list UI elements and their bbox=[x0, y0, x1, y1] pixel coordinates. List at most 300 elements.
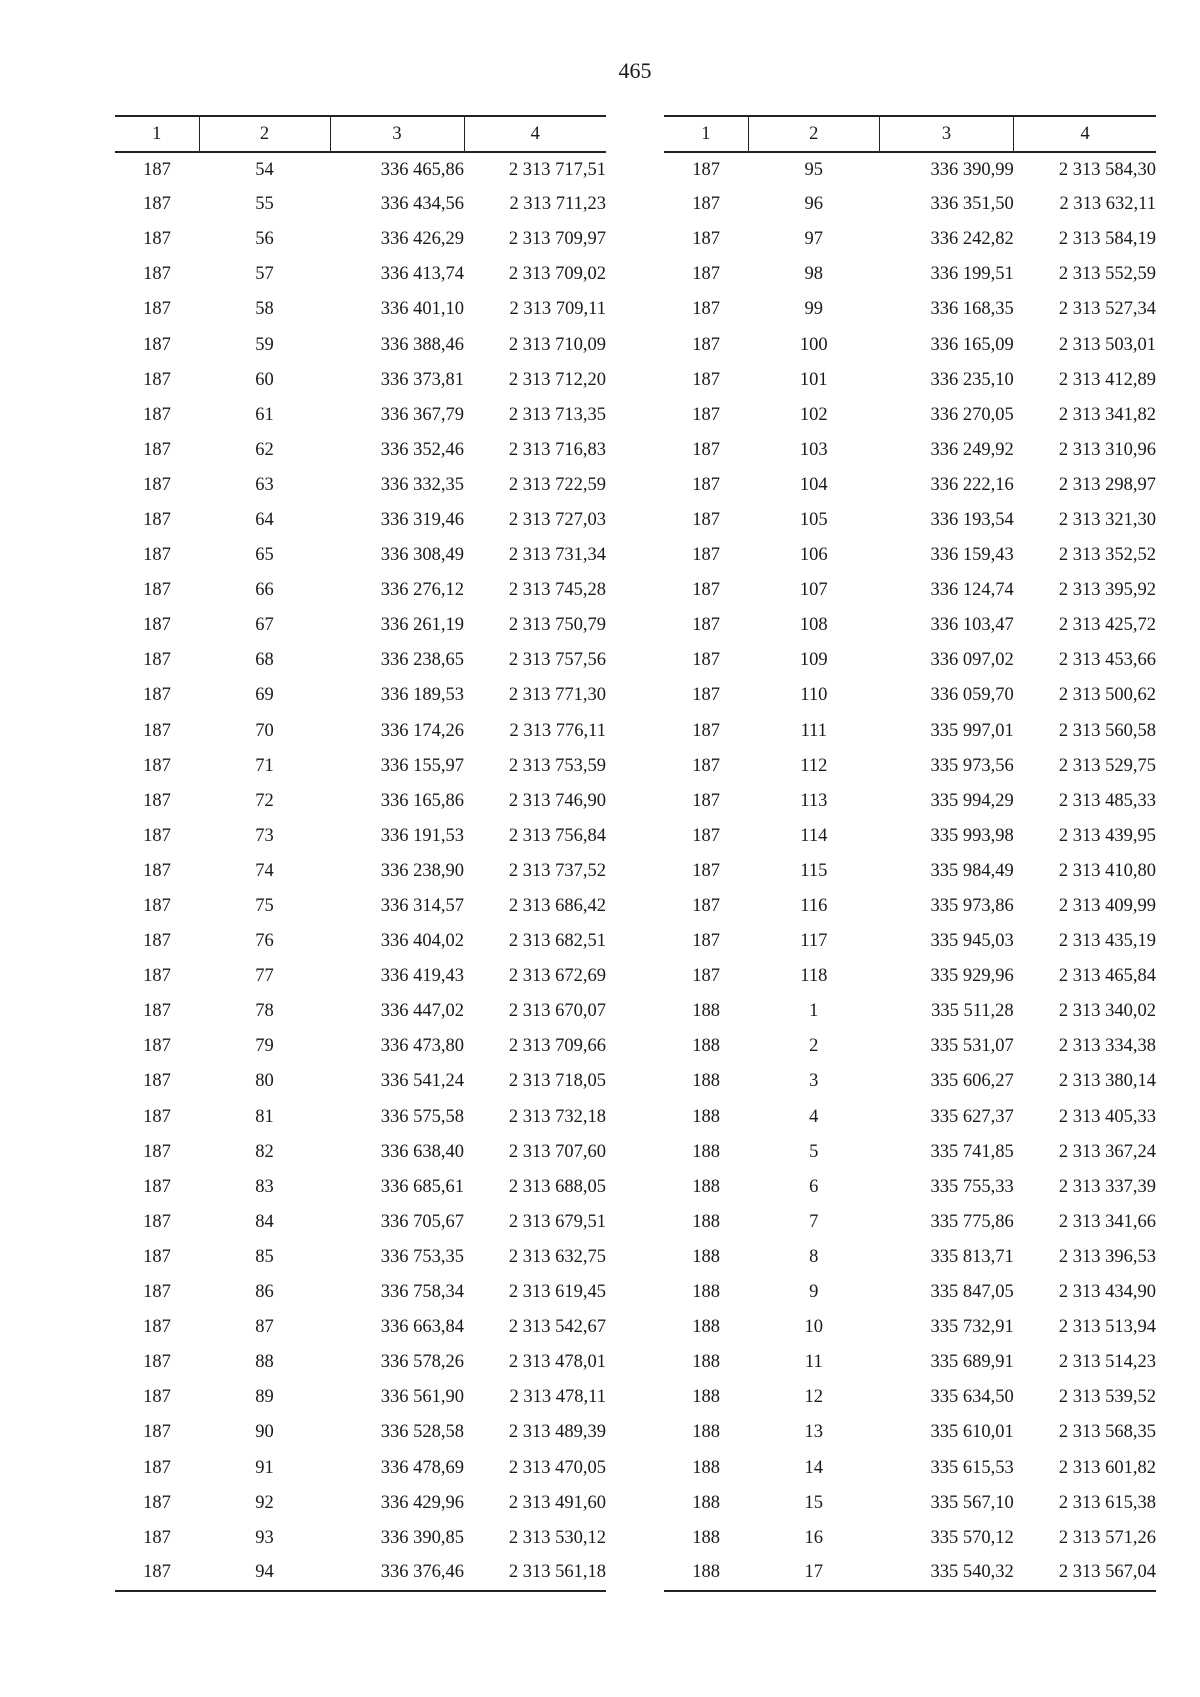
table-cell-col-3: 335 929,96 bbox=[930, 966, 1014, 987]
table-cell-col-2: 57 bbox=[255, 264, 274, 285]
table-row bbox=[115, 1029, 606, 1064]
column-header-3: 3 bbox=[330, 116, 464, 152]
table-row bbox=[115, 187, 606, 222]
table-cell-col-2: 11 bbox=[804, 1352, 823, 1373]
table-cell-col-1: 187 bbox=[692, 229, 720, 250]
table-cell-col-2: 99 bbox=[804, 299, 824, 320]
table-cell-col-3: 336 447,02 bbox=[380, 1001, 464, 1022]
table-cell-col-1: 187 bbox=[692, 755, 720, 776]
table-cell-col-2: 16 bbox=[804, 1527, 824, 1548]
table-cell-col-2: 94 bbox=[199, 1556, 330, 1591]
table-cell-col-3: 335 610,01 bbox=[930, 1422, 1014, 1443]
table-cell-col-2: 98 bbox=[804, 264, 824, 285]
table-cell-col-4: 2 313 527,34 bbox=[1058, 299, 1156, 320]
table-cell-col-1: 187 bbox=[143, 1141, 171, 1162]
table-cell-col-1: 187 bbox=[143, 1352, 171, 1373]
table-cell-col-1: 188 bbox=[692, 1492, 720, 1513]
table-cell-col-4: 2 313 584,19 bbox=[1058, 229, 1156, 250]
table-cell-col-4: 2 313 746,90 bbox=[508, 790, 606, 811]
table-cell-col-1: 187 bbox=[692, 580, 720, 601]
table-row bbox=[115, 749, 606, 784]
table-cell-col-2: 100 bbox=[799, 334, 828, 355]
table-cell-col-1: 187 bbox=[692, 615, 720, 636]
table-cell-col-1: 187 bbox=[143, 1106, 171, 1127]
table-row bbox=[115, 222, 606, 257]
table-cell-col-1: 188 bbox=[692, 1001, 720, 1022]
table-cell-col-2: 73 bbox=[255, 825, 274, 846]
table-cell-col-4: 2 313 337,39 bbox=[1058, 1176, 1156, 1197]
table-cell-col-3: 336 758,34 bbox=[380, 1282, 464, 1303]
table-cell-col-4: 2 313 750,79 bbox=[508, 615, 606, 636]
table-cell-col-3: 335 531,07 bbox=[930, 1036, 1014, 1057]
table-cell-col-1: 187 bbox=[143, 404, 171, 425]
table-cell-col-4: 2 313 771,30 bbox=[508, 685, 606, 706]
table-cell-col-1: 187 bbox=[692, 194, 720, 215]
table-cell-col-3: 336 575,58 bbox=[380, 1106, 464, 1127]
table-cell-col-1: 187 bbox=[143, 159, 171, 180]
table-cell-col-4: 2 313 709,97 bbox=[508, 229, 606, 250]
table-header-row bbox=[115, 116, 606, 152]
table-cell-col-2: 102 bbox=[799, 404, 828, 425]
table-cell-col-4: 2 313 489,39 bbox=[508, 1422, 606, 1443]
table-cell-col-4: 2 313 756,84 bbox=[508, 825, 606, 846]
table-cell-col-1: 188 bbox=[692, 1422, 720, 1443]
table-cell-col-1: 187 bbox=[143, 720, 171, 741]
table-cell-col-3: 336 705,67 bbox=[380, 1211, 464, 1232]
table-cell-col-1: 188 bbox=[692, 1282, 720, 1303]
table-row bbox=[115, 714, 606, 749]
table-cell-col-1: 188 bbox=[692, 1036, 720, 1057]
table-row bbox=[115, 819, 606, 854]
table-row bbox=[664, 889, 1156, 924]
table-cell-col-4: 2 313 727,03 bbox=[508, 509, 606, 530]
table-cell-col-3: 336 249,92 bbox=[930, 439, 1014, 460]
table-cell-col-4: 2 313 530,12 bbox=[508, 1527, 606, 1548]
table-row bbox=[664, 608, 1156, 643]
table-cell-col-2: 10 bbox=[804, 1317, 824, 1338]
table-cell-col-1: 187 bbox=[143, 1317, 171, 1338]
table-row bbox=[115, 1240, 606, 1275]
table-row bbox=[664, 1205, 1156, 1240]
table-cell-col-1: 187 bbox=[143, 931, 171, 952]
table-cell-col-4: 2 313 737,52 bbox=[508, 860, 606, 881]
table-cell-col-4: 2 313 716,83 bbox=[508, 439, 606, 460]
table-cell-col-1: 188 bbox=[692, 1352, 720, 1373]
table-cell-col-2: 63 bbox=[255, 474, 274, 495]
table-cell-col-3: 336 174,26 bbox=[380, 720, 464, 741]
table-cell-col-3: 336 351,50 bbox=[930, 194, 1014, 215]
table-cell-col-1: 188 bbox=[664, 1556, 748, 1591]
table-cell-col-1: 187 bbox=[143, 1176, 171, 1197]
table-cell-col-4: 2 313 584,30 bbox=[1058, 159, 1156, 180]
table-cell-col-1: 187 bbox=[143, 790, 171, 811]
table-cell-col-4: 2 313 340,02 bbox=[1058, 1001, 1156, 1022]
table-cell-col-2: 56 bbox=[255, 229, 274, 250]
table-row bbox=[115, 1521, 606, 1556]
table-cell-col-4: 2 313 478,01 bbox=[508, 1352, 606, 1373]
table-cell-col-3: 336 155,97 bbox=[380, 755, 464, 776]
table-cell-col-4: 2 313 707,60 bbox=[508, 1141, 606, 1162]
table-cell-col-2: 107 bbox=[799, 580, 828, 601]
table-cell-col-1: 187 bbox=[143, 615, 171, 636]
table-cell-col-2: 8 bbox=[809, 1246, 819, 1267]
table-cell-col-1: 187 bbox=[692, 685, 720, 706]
table-cell-col-1: 187 bbox=[692, 474, 720, 495]
table-cell-col-1: 188 bbox=[692, 1071, 720, 1092]
table-cell-col-4: 2 313 722,59 bbox=[508, 474, 606, 495]
column-header-2: 2 bbox=[748, 116, 879, 152]
table-cell-col-2: 77 bbox=[255, 966, 274, 987]
table-row bbox=[664, 1135, 1156, 1170]
table-cell-col-3: 336 419,43 bbox=[380, 966, 464, 987]
table-row bbox=[664, 749, 1156, 784]
table-cell-col-3: 336 401,10 bbox=[380, 299, 464, 320]
table-row bbox=[115, 1380, 606, 1415]
table-cell-col-1: 187 bbox=[143, 1211, 171, 1232]
table-cell-col-2: 91 bbox=[255, 1457, 274, 1478]
table-cell-col-4: 2 313 709,11 bbox=[509, 299, 606, 320]
table-cell-col-2: 95 bbox=[804, 159, 824, 180]
table-cell-col-2: 67 bbox=[255, 615, 274, 636]
table-cell-col-2: 9 bbox=[809, 1282, 819, 1303]
table-cell-col-2: 92 bbox=[255, 1492, 274, 1513]
table-cell-col-3: 336 478,69 bbox=[380, 1457, 464, 1478]
table-cell-col-2: 17 bbox=[748, 1556, 879, 1591]
table-cell-col-1: 187 bbox=[143, 545, 171, 566]
table-cell-col-3: 335 847,05 bbox=[930, 1282, 1014, 1303]
table-cell-col-2: 70 bbox=[255, 720, 274, 741]
table-row bbox=[115, 1310, 606, 1345]
column-header-4: 4 bbox=[464, 116, 606, 152]
table-cell-col-2: 6 bbox=[809, 1176, 819, 1197]
table-cell-col-3: 336 124,74 bbox=[930, 580, 1014, 601]
table-cell-col-1: 188 bbox=[692, 1211, 720, 1232]
table-cell-col-1: 187 bbox=[143, 299, 171, 320]
table-cell-col-2: 61 bbox=[255, 404, 274, 425]
table-row bbox=[664, 1380, 1156, 1415]
table-cell-col-1: 187 bbox=[143, 1036, 171, 1057]
table-cell-col-2: 66 bbox=[255, 580, 274, 601]
table-cell-col-3: 336 103,47 bbox=[930, 615, 1014, 636]
table-cell-col-3: 336 191,53 bbox=[380, 825, 464, 846]
table-row bbox=[664, 1450, 1156, 1485]
table-cell-col-4: 2 313 713,35 bbox=[508, 404, 606, 425]
table-cell-col-3: 336 222,16 bbox=[930, 474, 1014, 495]
table-cell-col-2: 2 bbox=[809, 1036, 819, 1057]
table-cell-col-2: 71 bbox=[255, 755, 274, 776]
table-cell-col-4: 2 313 567,04 bbox=[1014, 1556, 1156, 1591]
table-cell-col-4: 2 313 672,69 bbox=[508, 966, 606, 987]
table-cell-col-2: 15 bbox=[804, 1492, 824, 1513]
table-cell-col-1: 187 bbox=[115, 1556, 199, 1591]
table-cell-col-1: 187 bbox=[143, 1246, 171, 1267]
table-cell-col-4: 2 313 632,11 bbox=[1059, 194, 1156, 215]
table-cell-col-2: 59 bbox=[255, 334, 274, 355]
table-cell-col-4: 2 313 718,05 bbox=[508, 1071, 606, 1092]
table-cell-col-2: 93 bbox=[255, 1527, 274, 1548]
table-cell-col-2: 114 bbox=[800, 825, 828, 846]
table-cell-col-1: 187 bbox=[692, 720, 720, 741]
table-cell-col-3: 336 308,49 bbox=[380, 545, 464, 566]
table-cell-col-1: 187 bbox=[692, 159, 720, 180]
table-cell-col-2: 117 bbox=[800, 931, 828, 952]
table-cell-col-3: 336 332,35 bbox=[380, 474, 464, 495]
table-cell-col-3: 336 199,51 bbox=[930, 264, 1014, 285]
table-cell-col-1: 187 bbox=[143, 1001, 171, 1022]
table-cell-col-3: 336 638,40 bbox=[380, 1141, 464, 1162]
table-cell-col-4: 2 313 686,42 bbox=[508, 896, 606, 917]
table-row bbox=[115, 503, 606, 538]
table-cell-col-1: 187 bbox=[692, 369, 720, 390]
table-cell-col-2: 115 bbox=[800, 860, 828, 881]
table-row bbox=[115, 678, 606, 713]
table-cell-col-1: 187 bbox=[692, 509, 720, 530]
table-cell-col-4: 2 313 682,51 bbox=[508, 931, 606, 952]
table-cell-col-2: 13 bbox=[804, 1422, 824, 1443]
table-cell-col-3: 335 973,56 bbox=[930, 755, 1014, 776]
table-cell-col-2: 81 bbox=[255, 1106, 274, 1127]
table-row bbox=[664, 1240, 1156, 1275]
table-cell-col-4: 2 313 568,35 bbox=[1058, 1422, 1156, 1443]
table-cell-col-4: 2 313 632,75 bbox=[508, 1246, 606, 1267]
table-cell-col-4: 2 313 298,97 bbox=[1058, 474, 1156, 495]
table-cell-col-1: 187 bbox=[143, 825, 171, 846]
table-cell-col-4: 2 313 412,89 bbox=[1058, 369, 1156, 390]
table-cell-col-4: 2 313 776,11 bbox=[509, 720, 606, 741]
table-cell-col-3: 336 528,58 bbox=[380, 1422, 464, 1443]
column-header-1: 1 bbox=[115, 116, 199, 152]
table-cell-col-4: 2 313 560,58 bbox=[1058, 720, 1156, 741]
table-cell-col-2: 106 bbox=[799, 545, 828, 566]
table-cell-col-1: 187 bbox=[692, 860, 720, 881]
table-row bbox=[664, 1170, 1156, 1205]
table-cell-col-1: 187 bbox=[143, 650, 171, 671]
table-cell-col-3: 335 984,49 bbox=[930, 860, 1014, 881]
table-row bbox=[664, 1310, 1156, 1345]
table-cell-col-4: 2 313 410,80 bbox=[1058, 860, 1156, 881]
table-cell-col-1: 187 bbox=[143, 1492, 171, 1513]
table-cell-col-3: 336 238,90 bbox=[380, 860, 464, 881]
table-cell-col-3: 336 426,29 bbox=[380, 229, 464, 250]
table-cell-col-4: 2 313 679,51 bbox=[508, 1211, 606, 1232]
table-cell-col-4: 2 313 485,33 bbox=[1058, 790, 1156, 811]
column-header-3: 3 bbox=[879, 116, 1013, 152]
table-cell-col-4: 2 313 321,30 bbox=[1058, 509, 1156, 530]
table-row bbox=[115, 1170, 606, 1205]
table-row bbox=[664, 573, 1156, 608]
table-cell-col-2: 69 bbox=[255, 685, 274, 706]
table-cell-col-1: 187 bbox=[692, 790, 720, 811]
table-cell-col-2: 118 bbox=[800, 966, 828, 987]
table-row bbox=[664, 678, 1156, 713]
table-cell-col-1: 188 bbox=[692, 1317, 720, 1338]
table-cell-col-4: 2 313 711,23 bbox=[509, 194, 606, 215]
table-cell-col-4: 2 313 367,24 bbox=[1058, 1141, 1156, 1162]
table-cell-col-1: 187 bbox=[143, 334, 171, 355]
table-row bbox=[115, 468, 606, 503]
table-cell-col-3: 336 168,35 bbox=[930, 299, 1014, 320]
table-row bbox=[664, 714, 1156, 749]
table-cell-col-2: 85 bbox=[255, 1246, 274, 1267]
table-row bbox=[115, 1345, 606, 1380]
table-cell-col-2: 62 bbox=[255, 439, 274, 460]
table-cell-col-3: 336 373,81 bbox=[380, 369, 464, 390]
table-cell-col-1: 187 bbox=[143, 264, 171, 285]
table-cell-col-3: 335 997,01 bbox=[930, 720, 1014, 741]
table-cell-col-3: 336 238,65 bbox=[380, 650, 464, 671]
table-cell-col-3: 336 413,74 bbox=[380, 264, 464, 285]
table-cell-col-2: 7 bbox=[809, 1211, 819, 1232]
table-cell-col-3: 335 567,10 bbox=[930, 1492, 1014, 1513]
table-row bbox=[664, 959, 1156, 994]
table-row bbox=[115, 1415, 606, 1450]
table-row bbox=[664, 854, 1156, 889]
table-cell-col-3: 336 541,24 bbox=[380, 1071, 464, 1092]
table-row bbox=[664, 433, 1156, 468]
table-cell-col-3: 335 689,91 bbox=[930, 1352, 1014, 1373]
table-cell-col-2: 80 bbox=[255, 1071, 274, 1092]
table-cell-col-1: 187 bbox=[143, 439, 171, 460]
table-cell-col-2: 86 bbox=[255, 1282, 274, 1303]
table-cell-col-4: 2 313 753,59 bbox=[508, 755, 606, 776]
table-cell-col-1: 187 bbox=[692, 439, 720, 460]
table-row bbox=[115, 152, 606, 187]
table-cell-col-1: 187 bbox=[143, 685, 171, 706]
table-row bbox=[115, 1275, 606, 1310]
table-cell-col-3: 335 627,37 bbox=[930, 1106, 1014, 1127]
table-cell-col-2: 82 bbox=[255, 1141, 274, 1162]
table-row bbox=[664, 924, 1156, 959]
table-cell-col-2: 65 bbox=[255, 545, 274, 566]
table-row bbox=[115, 433, 606, 468]
table-cell-col-1: 188 bbox=[692, 1527, 720, 1548]
table-cell-col-3: 335 741,85 bbox=[930, 1141, 1014, 1162]
column-header-1: 1 bbox=[664, 116, 748, 152]
table-cell-col-2: 58 bbox=[255, 299, 274, 320]
table-cell-col-4: 2 313 513,94 bbox=[1058, 1317, 1156, 1338]
table-row bbox=[115, 608, 606, 643]
table-row bbox=[664, 1029, 1156, 1064]
table-cell-col-2: 75 bbox=[255, 896, 274, 917]
table-cell-col-2: 116 bbox=[800, 896, 828, 917]
table-row bbox=[664, 292, 1156, 327]
table-cell-col-3: 336 473,80 bbox=[380, 1036, 464, 1057]
table-cell-col-2: 110 bbox=[800, 685, 828, 706]
table-cell-col-3: 336 165,09 bbox=[930, 334, 1014, 355]
table-cell-col-1: 187 bbox=[692, 931, 720, 952]
table-cell-col-4: 2 313 380,14 bbox=[1058, 1071, 1156, 1092]
table-cell-col-1: 187 bbox=[143, 1527, 171, 1548]
table-cell-col-1: 187 bbox=[143, 369, 171, 390]
table-cell-col-3: 336 270,05 bbox=[930, 404, 1014, 425]
table-cell-col-1: 187 bbox=[692, 825, 720, 846]
table-row bbox=[664, 503, 1156, 538]
table-cell-col-4: 2 313 405,33 bbox=[1058, 1106, 1156, 1127]
table-row bbox=[115, 924, 606, 959]
table-row bbox=[664, 819, 1156, 854]
table-cell-col-3: 336 352,46 bbox=[380, 439, 464, 460]
table-cell-col-2: 108 bbox=[799, 615, 828, 636]
table-cell-col-1: 188 bbox=[692, 1246, 720, 1267]
table-row bbox=[664, 1556, 1156, 1591]
table-row bbox=[115, 573, 606, 608]
table-cell-col-1: 187 bbox=[143, 1387, 171, 1408]
table-cell-col-3: 336 434,56 bbox=[380, 194, 464, 215]
table-cell-col-3: 336 578,26 bbox=[380, 1352, 464, 1373]
table-cell-col-4: 2 313 670,07 bbox=[508, 1001, 606, 1022]
table-cell-col-2: 89 bbox=[255, 1387, 274, 1408]
table-cell-col-1: 187 bbox=[692, 545, 720, 566]
table-cell-col-2: 12 bbox=[804, 1387, 824, 1408]
table-cell-col-4: 2 313 619,45 bbox=[508, 1282, 606, 1303]
table-cell-col-3: 335 813,71 bbox=[930, 1246, 1014, 1267]
table-cell-col-3: 336 753,35 bbox=[380, 1246, 464, 1267]
table-cell-col-4: 2 313 552,59 bbox=[1058, 264, 1156, 285]
table-cell-col-2: 90 bbox=[255, 1422, 274, 1443]
table-cell-col-3: 336 276,12 bbox=[380, 580, 464, 601]
table-cell-col-3: 336 189,53 bbox=[380, 685, 464, 706]
table-cell-col-3: 336 367,79 bbox=[380, 404, 464, 425]
table-cell-col-3: 335 775,86 bbox=[930, 1211, 1014, 1232]
table-cell-col-4: 2 313 395,92 bbox=[1058, 580, 1156, 601]
table-cell-col-1: 187 bbox=[143, 896, 171, 917]
table-cell-col-4: 2 313 514,23 bbox=[1058, 1352, 1156, 1373]
table-cell-col-4: 2 313 310,96 bbox=[1058, 439, 1156, 460]
table-row bbox=[115, 1100, 606, 1135]
table-row bbox=[664, 468, 1156, 503]
table-cell-col-4: 2 313 731,34 bbox=[508, 545, 606, 566]
table-cell-col-4: 2 313 712,20 bbox=[508, 369, 606, 390]
table-row bbox=[115, 889, 606, 924]
table-cell-col-3: 336 261,19 bbox=[380, 615, 464, 636]
table-cell-col-3: 336 429,96 bbox=[380, 1492, 464, 1513]
table-cell-col-2: 96 bbox=[804, 194, 824, 215]
table-row bbox=[115, 1205, 606, 1240]
table-cell-col-2: 88 bbox=[255, 1352, 274, 1373]
table-cell-col-1: 187 bbox=[143, 755, 171, 776]
table-cell-col-4: 2 313 425,72 bbox=[1058, 615, 1156, 636]
table-row bbox=[115, 1450, 606, 1485]
table-cell-col-4: 2 313 500,62 bbox=[1058, 685, 1156, 706]
table-row bbox=[664, 152, 1156, 187]
table-cell-col-1: 188 bbox=[692, 1141, 720, 1162]
table-row bbox=[115, 959, 606, 994]
table-cell-col-2: 79 bbox=[255, 1036, 274, 1057]
table-cell-col-3: 335 634,50 bbox=[930, 1387, 1014, 1408]
table-cell-col-2: 84 bbox=[255, 1211, 274, 1232]
table-cell-col-2: 87 bbox=[255, 1317, 274, 1338]
table-cell-col-3: 336 159,43 bbox=[930, 545, 1014, 566]
table-body bbox=[115, 152, 606, 1591]
table-row bbox=[115, 1135, 606, 1170]
table-cell-col-1: 187 bbox=[692, 334, 720, 355]
table-row bbox=[664, 1415, 1156, 1450]
table-cell-col-4: 2 313 529,75 bbox=[1058, 755, 1156, 776]
table-cell-col-2: 113 bbox=[800, 790, 828, 811]
table-cell-col-4: 2 313 745,28 bbox=[508, 580, 606, 601]
table-cell-col-2: 3 bbox=[809, 1071, 819, 1092]
table-cell-col-1: 187 bbox=[692, 299, 720, 320]
table-cell-col-2: 111 bbox=[800, 720, 827, 741]
table-cell-col-3: 336 235,10 bbox=[930, 369, 1014, 390]
table-cell-col-2: 14 bbox=[804, 1457, 824, 1478]
table-row bbox=[115, 538, 606, 573]
table-row bbox=[664, 1064, 1156, 1099]
table-cell-col-3: 335 993,98 bbox=[930, 825, 1014, 846]
table-cell-col-3: 336 561,90 bbox=[380, 1387, 464, 1408]
table-row bbox=[115, 643, 606, 678]
table-cell-col-1: 187 bbox=[692, 966, 720, 987]
